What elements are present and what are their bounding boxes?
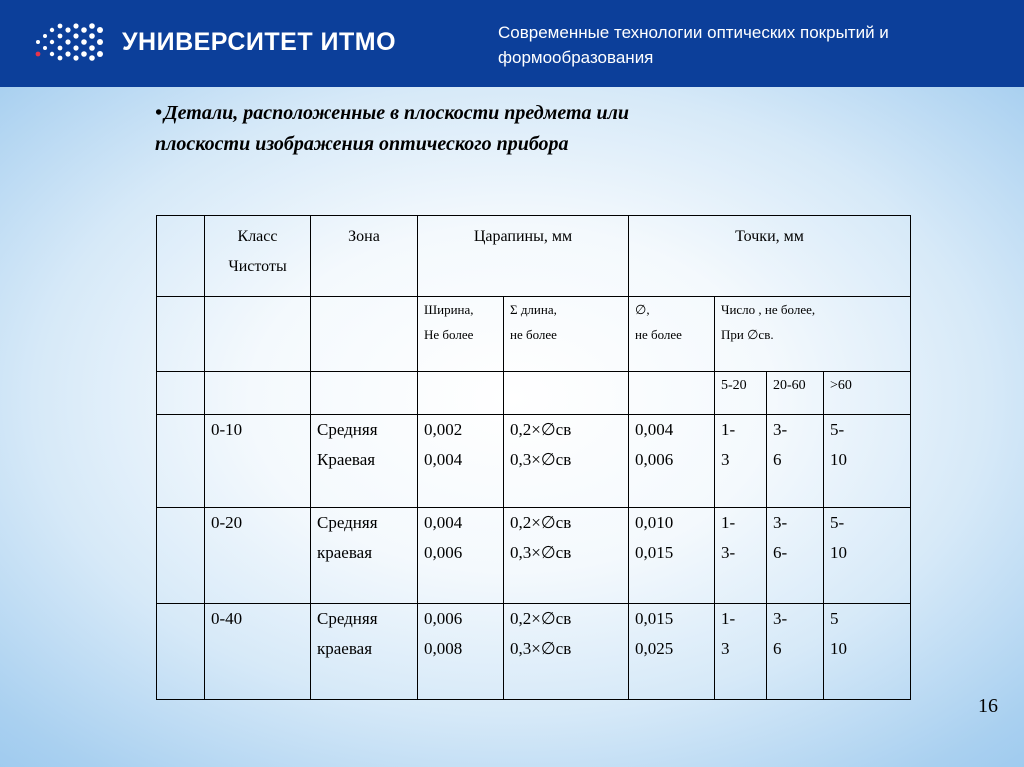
- width-cell: 0,004 0,006: [418, 508, 504, 604]
- subheader-length: Σ длина, не более: [504, 297, 629, 372]
- table-cell: [311, 372, 418, 415]
- count-5-20-cell: 1- 3-: [715, 508, 767, 604]
- count-20-60-cell: 3- 6: [767, 415, 824, 508]
- page-number: 16: [978, 695, 998, 717]
- subheader-width: Ширина, Не более: [418, 297, 504, 372]
- table-cell: [205, 297, 311, 372]
- range-5-20: 5-20: [715, 372, 767, 415]
- table-subheader-row: [157, 297, 911, 372]
- course-title-line-2: формообразования: [498, 48, 654, 67]
- zone-cell: Средняя краевая: [311, 604, 418, 700]
- table-header-row: [157, 216, 911, 297]
- zone-cell: Средняя Краевая: [311, 415, 418, 508]
- table-row: [157, 508, 911, 604]
- diameter-cell: 0,010 0,015: [629, 508, 715, 604]
- count-20-60-cell: 3- 6-: [767, 508, 824, 604]
- table-cell: [157, 216, 205, 297]
- heading-line-1: Детали, расположенные в плоскости предмета или: [164, 102, 630, 124]
- count-over-60-cell: 5- 10: [824, 508, 911, 604]
- course-title: [498, 20, 998, 70]
- slide-heading: [155, 98, 855, 160]
- table-cell: [504, 372, 629, 415]
- table-row: [157, 415, 911, 508]
- header-points: Точки, мм: [629, 216, 911, 297]
- university-name: УНИВЕРСИТЕТ ИТМО: [122, 28, 397, 56]
- table-cell: [418, 372, 504, 415]
- table-range-row: [157, 372, 911, 415]
- itmo-logo-icon: [32, 20, 112, 64]
- range-over-60: >60: [824, 372, 911, 415]
- class-cell: 0-10: [205, 415, 311, 508]
- slide-header: [0, 0, 1024, 87]
- cleanliness-class-table: [156, 215, 911, 700]
- diameter-cell: 0,004 0,006: [629, 415, 715, 508]
- count-over-60-cell: 5- 10: [824, 415, 911, 508]
- table-cell: [157, 415, 205, 508]
- header-class: Класс Чистоты: [205, 216, 311, 297]
- count-over-60-cell: 5 10: [824, 604, 911, 700]
- subheader-count: Число , не более, При ∅св.: [715, 297, 911, 372]
- heading-line-2: плоскости изображения оптического прибора: [155, 133, 569, 155]
- subheader-diameter: ∅, не более: [629, 297, 715, 372]
- zone-cell: Средняя краевая: [311, 508, 418, 604]
- class-cell: 0-20: [205, 508, 311, 604]
- length-cell: 0,2×∅св 0,3×∅св: [504, 508, 629, 604]
- table-cell: [205, 372, 311, 415]
- class-cell: 0-40: [205, 604, 311, 700]
- count-20-60-cell: 3- 6: [767, 604, 824, 700]
- header-zone: Зона: [311, 216, 418, 297]
- length-cell: 0,2×∅св 0,3×∅св: [504, 415, 629, 508]
- range-20-60: 20-60: [767, 372, 824, 415]
- length-cell: 0,2×∅св 0,3×∅св: [504, 604, 629, 700]
- count-5-20-cell: 1- 3: [715, 415, 767, 508]
- width-cell: 0,006 0,008: [418, 604, 504, 700]
- table-row: [157, 604, 911, 700]
- table-cell: [157, 372, 205, 415]
- width-cell: 0,002 0,004: [418, 415, 504, 508]
- table-cell: [629, 372, 715, 415]
- table-cell: [157, 508, 205, 604]
- count-5-20-cell: 1- 3: [715, 604, 767, 700]
- header-scratches: Царапины, мм: [418, 216, 629, 297]
- bullet-mark: •: [155, 102, 163, 124]
- diameter-cell: 0,015 0,025: [629, 604, 715, 700]
- table-cell: [157, 604, 205, 700]
- course-title-line-1: Современные технологии оптических покрытий и: [498, 23, 889, 42]
- table-cell: [311, 297, 418, 372]
- table-cell: [157, 297, 205, 372]
